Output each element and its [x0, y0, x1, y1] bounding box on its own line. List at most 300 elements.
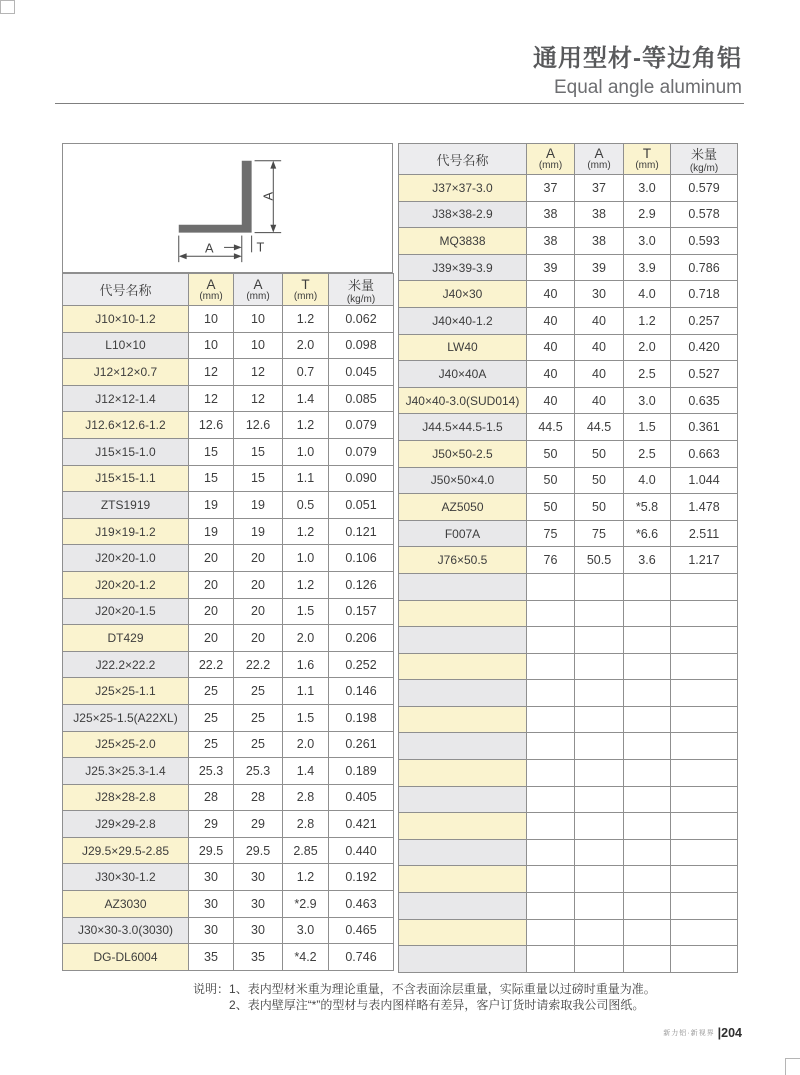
spec-row: [63, 864, 394, 891]
spec-value-cell: 37: [575, 175, 624, 202]
profile-code-cell: J40×30: [399, 281, 527, 308]
spec-value-cell: 0.635: [671, 387, 738, 414]
spec-value-cell: 39: [527, 254, 575, 281]
left-column: [62, 143, 393, 971]
spec-value-cell: [624, 919, 671, 946]
spec-value-cell: [527, 866, 575, 893]
profile-code-cell: J25×25-1.1: [63, 678, 189, 705]
spec-value-cell: 75: [575, 520, 624, 547]
spec-value-cell: [671, 573, 738, 600]
profile-code-cell: J20×20-1.0: [63, 545, 189, 572]
spec-row: [63, 758, 394, 785]
spec-value-cell: 39: [575, 254, 624, 281]
spec-row: [63, 625, 394, 652]
spec-value-cell: 38: [527, 201, 575, 228]
spec-value-cell: 0.106: [329, 545, 394, 572]
footnotes-label: 说明：: [193, 982, 230, 996]
spec-value-cell: 1.0: [283, 438, 329, 465]
spec-value-cell: [575, 600, 624, 627]
spec-value-cell: 3.6: [624, 547, 671, 574]
spec-row: [63, 598, 394, 625]
spec-row: [399, 307, 738, 334]
spec-value-cell: 4.0: [624, 281, 671, 308]
spec-value-cell: 1.1: [283, 465, 329, 492]
spec-value-cell: 15: [189, 465, 234, 492]
spec-value-cell: 75: [527, 520, 575, 547]
spec-row: [63, 784, 394, 811]
empty-spec-row: [399, 866, 738, 893]
spec-value-cell: 0.051: [329, 492, 394, 519]
footer-brand-text: 新力铝·新视界: [663, 1030, 715, 1037]
spec-value-cell: 40: [575, 387, 624, 414]
profile-code-cell: J29×29-2.8: [63, 811, 189, 838]
spec-value-cell: 0.405: [329, 784, 394, 811]
spec-value-cell: 28: [234, 784, 283, 811]
spec-value-cell: [671, 760, 738, 787]
spec-value-cell: 20: [189, 625, 234, 652]
spec-value-cell: 50: [575, 440, 624, 467]
spec-value-cell: 0.257: [671, 307, 738, 334]
spec-value-cell: 37: [527, 175, 575, 202]
spec-value-cell: 50: [527, 467, 575, 494]
spec-value-cell: [527, 893, 575, 920]
spec-value-cell: [624, 627, 671, 654]
spec-value-cell: 2.0: [283, 625, 329, 652]
spec-value-cell: 38: [575, 201, 624, 228]
spec-value-cell: 4.0: [624, 467, 671, 494]
spec-value-cell: [527, 946, 575, 973]
spec-value-cell: 40: [527, 281, 575, 308]
profile-code-cell: [399, 680, 527, 707]
spec-row: [399, 175, 738, 202]
spec-row: [63, 385, 394, 412]
profile-code-cell: ZTS1919: [63, 492, 189, 519]
spec-row: [63, 678, 394, 705]
spec-row: [63, 306, 394, 333]
spec-value-cell: 0.746: [329, 944, 394, 971]
spec-row: [399, 281, 738, 308]
profile-code-cell: J22.2×22.2: [63, 651, 189, 678]
spec-value-cell: 0.079: [329, 438, 394, 465]
right-column: [398, 143, 737, 973]
spec-value-cell: 29.5: [234, 837, 283, 864]
empty-spec-row: [399, 600, 738, 627]
spec-row: [63, 704, 394, 731]
profile-code-cell: J10×10-1.2: [63, 306, 189, 333]
spec-row: [63, 465, 394, 492]
spec-row: [63, 731, 394, 758]
header-divider: [55, 103, 744, 104]
spec-value-cell: [624, 653, 671, 680]
dimension-label-t: T: [256, 239, 265, 255]
spec-value-cell: [671, 893, 738, 920]
spec-value-cell: [671, 706, 738, 733]
spec-value-cell: 0.7: [283, 359, 329, 386]
spec-value-cell: 1.217: [671, 547, 738, 574]
profile-code-cell: J25×25-1.5(A22XL): [63, 704, 189, 731]
right-spec-table: [398, 143, 738, 973]
spec-value-cell: 1.1: [283, 678, 329, 705]
profile-code-cell: J15×15-1.1: [63, 465, 189, 492]
profile-code-cell: [399, 919, 527, 946]
spec-row: [63, 651, 394, 678]
spec-value-cell: [527, 653, 575, 680]
table-header-row: [399, 144, 738, 175]
spec-value-cell: [624, 946, 671, 973]
spec-value-cell: 15: [189, 438, 234, 465]
spec-value-cell: 0.440: [329, 837, 394, 864]
spec-value-cell: 0.098: [329, 332, 394, 359]
profile-code-cell: MQ3838: [399, 228, 527, 255]
spec-row: [63, 438, 394, 465]
spec-value-cell: [575, 760, 624, 787]
table-header-row: [63, 274, 394, 306]
angle-diagram-svg: [63, 144, 392, 272]
spec-value-cell: 12.6: [234, 412, 283, 439]
spec-value-cell: 1.4: [283, 385, 329, 412]
footnote-1: 1、表内型材米重为理论重量，不含表面涂层重量，实际重量以过磅时重量为准。: [229, 982, 656, 996]
spec-value-cell: 1.2: [283, 571, 329, 598]
spec-row: [399, 334, 738, 361]
profile-code-cell: DT429: [63, 625, 189, 652]
spec-value-cell: [575, 680, 624, 707]
empty-spec-row: [399, 680, 738, 707]
spec-value-cell: 19: [234, 518, 283, 545]
spec-value-cell: [671, 733, 738, 760]
spec-value-cell: 0.465: [329, 917, 394, 944]
spec-value-cell: [527, 573, 575, 600]
spec-value-cell: 2.5: [624, 440, 671, 467]
spec-value-cell: [575, 786, 624, 813]
spec-value-cell: 38: [527, 228, 575, 255]
spec-value-cell: 76: [527, 547, 575, 574]
spec-value-cell: 0.593: [671, 228, 738, 255]
spec-row: [63, 412, 394, 439]
spec-value-cell: 19: [234, 492, 283, 519]
profile-code-cell: [399, 760, 527, 787]
profile-code-cell: J15×15-1.0: [63, 438, 189, 465]
spec-value-cell: [575, 946, 624, 973]
spec-row: [399, 440, 738, 467]
profile-code-cell: [399, 813, 527, 840]
spec-value-cell: [624, 680, 671, 707]
left-spec-table: [62, 273, 394, 971]
spec-value-cell: 40: [527, 307, 575, 334]
profile-code-cell: J39×39-3.9: [399, 254, 527, 281]
spec-value-cell: 0.189: [329, 758, 394, 785]
page-subtitle: Equal angle aluminum: [553, 77, 742, 98]
spec-row: [399, 547, 738, 574]
spec-value-cell: *4.2: [283, 944, 329, 971]
profile-code-cell: [399, 733, 527, 760]
spec-value-cell: 40: [575, 307, 624, 334]
spec-value-cell: 20: [189, 571, 234, 598]
spec-value-cell: 0.578: [671, 201, 738, 228]
profile-code-cell: LW40: [399, 334, 527, 361]
spec-value-cell: 1.5: [283, 704, 329, 731]
spec-row: [63, 837, 394, 864]
spec-value-cell: 1.2: [283, 518, 329, 545]
profile-code-cell: J30×30-1.2: [63, 864, 189, 891]
spec-value-cell: 30: [189, 891, 234, 918]
spec-row: [63, 917, 394, 944]
spec-value-cell: *2.9: [283, 891, 329, 918]
profile-code-cell: J12×12×0.7: [63, 359, 189, 386]
spec-value-cell: 0.126: [329, 571, 394, 598]
empty-spec-row: [399, 893, 738, 920]
spec-value-cell: 25: [189, 678, 234, 705]
spec-value-cell: 0.786: [671, 254, 738, 281]
empty-spec-row: [399, 733, 738, 760]
column-header-code: 代号名称: [63, 274, 189, 306]
spec-value-cell: 1.5: [624, 414, 671, 441]
empty-spec-row: [399, 839, 738, 866]
profile-code-cell: J12.6×12.6-1.2: [63, 412, 189, 439]
profile-code-cell: [399, 786, 527, 813]
spec-value-cell: [624, 600, 671, 627]
spec-value-cell: 19: [189, 492, 234, 519]
spec-value-cell: 25: [189, 704, 234, 731]
profile-code-cell: J19×19-1.2: [63, 518, 189, 545]
profile-code-cell: [399, 839, 527, 866]
spec-value-cell: 29: [234, 811, 283, 838]
spec-value-cell: 20: [189, 598, 234, 625]
column-header-a2: A (mm): [234, 274, 283, 306]
spec-value-cell: 25: [234, 704, 283, 731]
page-footer: [663, 1026, 742, 1040]
spec-value-cell: 44.5: [575, 414, 624, 441]
spec-value-cell: 30: [575, 281, 624, 308]
registration-mark-bottom-right: [785, 1058, 800, 1075]
dimension-label-a-horizontal: A: [205, 240, 214, 256]
spec-value-cell: 0.198: [329, 704, 394, 731]
profile-code-cell: J40×40A: [399, 361, 527, 388]
column-header-t: T (mm): [283, 274, 329, 306]
spec-value-cell: 0.5: [283, 492, 329, 519]
empty-spec-row: [399, 653, 738, 680]
profile-code-cell: J30×30-3.0(3030): [63, 917, 189, 944]
column-header-weight: 米量 (kg/m): [671, 144, 738, 175]
spec-value-cell: 0.090: [329, 465, 394, 492]
spec-value-cell: 20: [234, 625, 283, 652]
spec-value-cell: [671, 813, 738, 840]
spec-value-cell: 20: [234, 545, 283, 572]
empty-spec-row: [399, 813, 738, 840]
empty-spec-row: [399, 573, 738, 600]
spec-value-cell: 30: [234, 917, 283, 944]
spec-row: [399, 520, 738, 547]
spec-value-cell: [671, 946, 738, 973]
profile-code-cell: [399, 946, 527, 973]
column-header-t: T (mm): [624, 144, 671, 175]
spec-value-cell: 2.8: [283, 811, 329, 838]
spec-value-cell: 40: [575, 334, 624, 361]
spec-value-cell: [624, 760, 671, 787]
spec-value-cell: [527, 600, 575, 627]
column-header-weight: 米量 (kg/m): [329, 274, 394, 306]
spec-value-cell: 40: [527, 334, 575, 361]
spec-row: [63, 492, 394, 519]
profile-code-cell: J25.3×25.3-1.4: [63, 758, 189, 785]
spec-row: [63, 332, 394, 359]
spec-value-cell: 3.0: [624, 175, 671, 202]
profile-code-cell: [399, 627, 527, 654]
spec-row: [399, 414, 738, 441]
profile-code-cell: J40×40-3.0(SUD014): [399, 387, 527, 414]
footer-page-number: |204: [717, 1026, 742, 1040]
spec-value-cell: 12: [234, 359, 283, 386]
profile-code-cell: [399, 653, 527, 680]
spec-row: [399, 254, 738, 281]
spec-value-cell: 0.252: [329, 651, 394, 678]
empty-spec-row: [399, 627, 738, 654]
spec-value-cell: 12: [189, 385, 234, 412]
spec-value-cell: 1.478: [671, 494, 738, 521]
spec-value-cell: 0.146: [329, 678, 394, 705]
spec-value-cell: [624, 839, 671, 866]
spec-value-cell: 0.361: [671, 414, 738, 441]
spec-row: [63, 359, 394, 386]
spec-value-cell: 0.206: [329, 625, 394, 652]
spec-value-cell: [671, 866, 738, 893]
spec-value-cell: 22.2: [234, 651, 283, 678]
spec-value-cell: 50: [527, 494, 575, 521]
profile-code-cell: J28×28-2.8: [63, 784, 189, 811]
spec-value-cell: [527, 627, 575, 654]
spec-row: [399, 387, 738, 414]
spec-value-cell: 0.527: [671, 361, 738, 388]
spec-value-cell: 12.6: [189, 412, 234, 439]
spec-value-cell: [671, 627, 738, 654]
spec-value-cell: 12: [234, 385, 283, 412]
spec-value-cell: [527, 680, 575, 707]
spec-value-cell: 10: [234, 306, 283, 333]
spec-value-cell: 0.121: [329, 518, 394, 545]
profile-code-cell: J76×50.5: [399, 547, 527, 574]
spec-value-cell: 40: [527, 361, 575, 388]
spec-value-cell: 40: [575, 361, 624, 388]
spec-value-cell: 25.3: [234, 758, 283, 785]
spec-value-cell: [527, 919, 575, 946]
spec-value-cell: 2.5: [624, 361, 671, 388]
spec-value-cell: 35: [189, 944, 234, 971]
spec-value-cell: 29.5: [189, 837, 234, 864]
spec-value-cell: 30: [189, 917, 234, 944]
spec-value-cell: [624, 733, 671, 760]
spec-row: [399, 494, 738, 521]
spec-value-cell: 2.9: [624, 201, 671, 228]
spec-value-cell: 2.0: [283, 332, 329, 359]
spec-value-cell: [624, 866, 671, 893]
spec-value-cell: 25: [234, 731, 283, 758]
spec-value-cell: 2.0: [283, 731, 329, 758]
empty-spec-row: [399, 786, 738, 813]
spec-value-cell: 22.2: [189, 651, 234, 678]
spec-value-cell: [527, 760, 575, 787]
spec-value-cell: [527, 733, 575, 760]
spec-row: [399, 228, 738, 255]
spec-value-cell: 25: [234, 678, 283, 705]
profile-code-cell: J37×37-3.0: [399, 175, 527, 202]
spec-value-cell: 50: [575, 467, 624, 494]
spec-value-cell: [671, 600, 738, 627]
profile-code-cell: [399, 893, 527, 920]
spec-value-cell: 0.261: [329, 731, 394, 758]
spec-value-cell: 30: [234, 864, 283, 891]
spec-value-cell: [575, 573, 624, 600]
spec-value-cell: 3.0: [624, 228, 671, 255]
spec-value-cell: 1.2: [283, 412, 329, 439]
page-title: 通用型材-等边角铝: [533, 45, 742, 72]
spec-value-cell: 15: [234, 465, 283, 492]
spec-value-cell: [575, 893, 624, 920]
spec-value-cell: 1.0: [283, 545, 329, 572]
spec-value-cell: [671, 786, 738, 813]
spec-row: [63, 811, 394, 838]
spec-value-cell: [575, 627, 624, 654]
profile-code-cell: DG-DL6004: [63, 944, 189, 971]
spec-value-cell: 35: [234, 944, 283, 971]
profile-code-cell: J50×50-2.5: [399, 440, 527, 467]
spec-value-cell: [671, 919, 738, 946]
spec-value-cell: 1.5: [283, 598, 329, 625]
spec-value-cell: [624, 813, 671, 840]
column-header-code: 代号名称: [399, 144, 527, 175]
profile-code-cell: J20×20-1.2: [63, 571, 189, 598]
spec-value-cell: 3.0: [283, 917, 329, 944]
spec-value-cell: [624, 706, 671, 733]
spec-value-cell: 0.718: [671, 281, 738, 308]
dimension-label-a-vertical: A: [260, 191, 276, 201]
spec-value-cell: 20: [234, 571, 283, 598]
spec-value-cell: [671, 680, 738, 707]
spec-value-cell: 20: [234, 598, 283, 625]
spec-value-cell: 20: [189, 545, 234, 572]
spec-value-cell: [575, 706, 624, 733]
spec-value-cell: *6.6: [624, 520, 671, 547]
spec-value-cell: 1.6: [283, 651, 329, 678]
angle-shape: [179, 161, 252, 233]
spec-value-cell: 0.463: [329, 891, 394, 918]
spec-value-cell: 0.157: [329, 598, 394, 625]
spec-value-cell: 3.9: [624, 254, 671, 281]
spec-value-cell: 30: [189, 864, 234, 891]
spec-value-cell: 1.2: [283, 864, 329, 891]
spec-value-cell: 50.5: [575, 547, 624, 574]
angle-profile-diagram: [62, 143, 393, 273]
spec-value-cell: [624, 786, 671, 813]
spec-value-cell: 28: [189, 784, 234, 811]
spec-row: [399, 467, 738, 494]
column-header-a2: A (mm): [575, 144, 624, 175]
spec-value-cell: 0.579: [671, 175, 738, 202]
spec-value-cell: 25.3: [189, 758, 234, 785]
spec-value-cell: 1.044: [671, 467, 738, 494]
spec-value-cell: 10: [234, 332, 283, 359]
spec-value-cell: 2.85: [283, 837, 329, 864]
spec-value-cell: 44.5: [527, 414, 575, 441]
spec-value-cell: [575, 653, 624, 680]
spec-value-cell: 3.0: [624, 387, 671, 414]
spec-row: [63, 944, 394, 971]
spec-value-cell: 0.079: [329, 412, 394, 439]
empty-spec-row: [399, 946, 738, 973]
spec-value-cell: [624, 893, 671, 920]
spec-value-cell: 10: [189, 306, 234, 333]
spec-value-cell: 0.062: [329, 306, 394, 333]
page-header: [533, 44, 742, 100]
spec-value-cell: 0.085: [329, 385, 394, 412]
